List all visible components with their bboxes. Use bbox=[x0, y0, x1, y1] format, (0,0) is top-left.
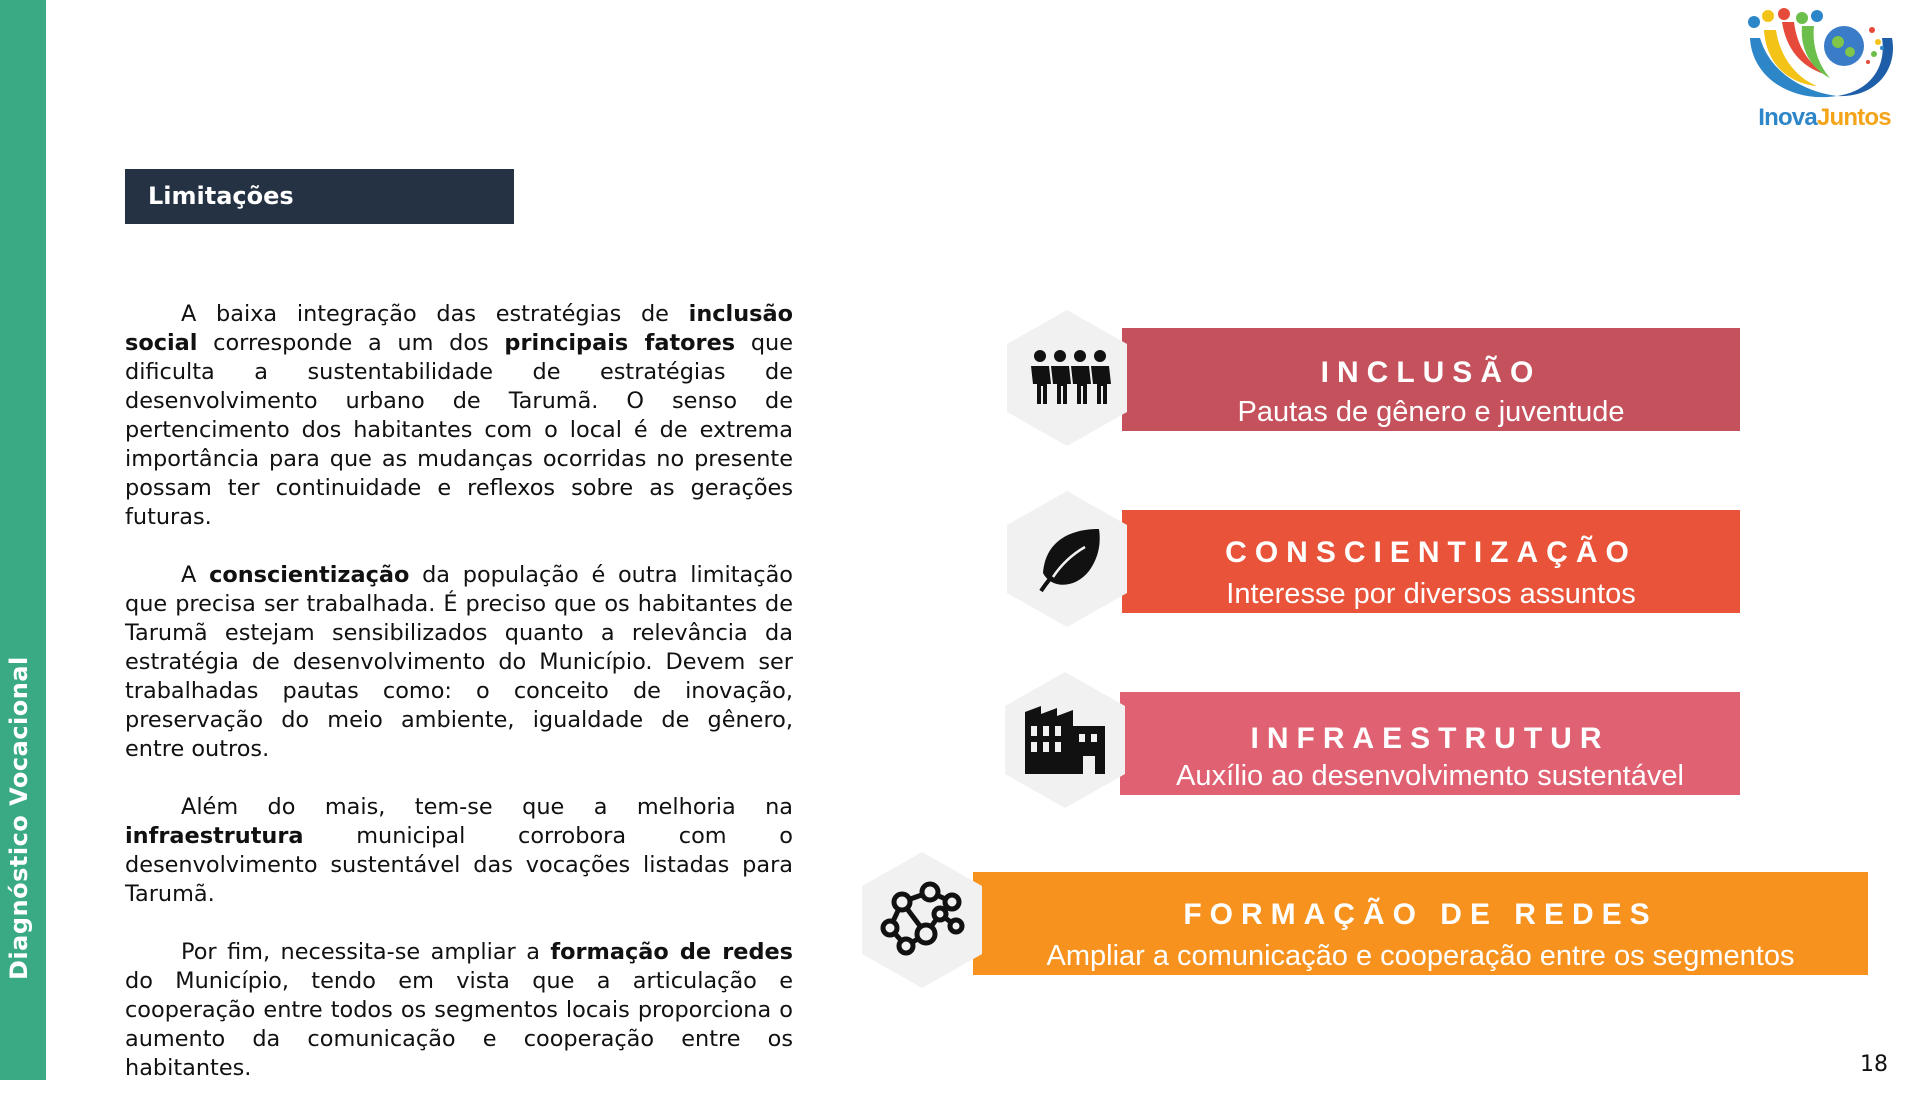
hexagon-badge bbox=[1005, 489, 1129, 629]
card-title: FORMAÇÃO DE REDES bbox=[1183, 898, 1658, 931]
card-title: INCLUSÃO bbox=[1320, 356, 1542, 389]
page-number: 18 bbox=[1860, 1052, 1888, 1077]
side-bar bbox=[0, 0, 46, 1080]
card-inclusao-band bbox=[1122, 328, 1740, 431]
card-conscientizacao bbox=[1005, 489, 1745, 629]
logo-graphic bbox=[1742, 8, 1907, 108]
card-infraestrutura-band bbox=[1120, 692, 1740, 795]
hexagon-badge bbox=[860, 850, 984, 990]
card-conscientizacao-band bbox=[1122, 510, 1740, 613]
card-subtitle: Interesse por diversos assuntos bbox=[1226, 578, 1636, 610]
card-subtitle: Auxílio ao desenvolvimento sustentável bbox=[1176, 760, 1684, 792]
paragraph-inclusao: A baixa integração das estratégias de inclusão social corresponde a um dos principais fatores que dificulta a sustentabilidade de estratégias de desenvolvimento urbano de Tarumã. O senso de pertencimento dos habitantes com o local é de extrema importância para que as mudanças ocorridas no presente possam ter continuidade e reflexos sobre as gerações futuras. bbox=[125, 301, 793, 530]
paragraph-formacao-redes: Por fim, necessita-se ampliar a formação de redes do Município, tendo em vista que a articulação e cooperação entre todos os segmentos locais proporciona o aumento da comunicação e cooperação entre os habitantes. bbox=[125, 939, 793, 1081]
hexagon-badge bbox=[1005, 308, 1129, 448]
card-formacao-redes bbox=[860, 850, 1870, 990]
logo-wordmark: InovaJuntos bbox=[1758, 104, 1891, 131]
card-subtitle: Ampliar a comunicação e cooperação entre os segmentos bbox=[1046, 940, 1795, 972]
paragraph-infraestrutura: Além do mais, tem-se que a melhoria na infraestrutura municipal corrobora com o desenvolvimento sustentável das vocações listadas para Tarumã. bbox=[125, 794, 793, 907]
card-title: INFRAESTRUTUR bbox=[1250, 722, 1610, 755]
card-infraestrutura bbox=[1003, 670, 1743, 810]
section-title: Limitações bbox=[125, 169, 514, 224]
side-title: Diagnóstico Vocacional bbox=[5, 656, 33, 980]
inova-juntos-logo bbox=[1742, 8, 1907, 138]
card-formacao-redes-band bbox=[973, 872, 1868, 975]
card-inclusao bbox=[1005, 308, 1745, 448]
paragraph-conscientizacao: A conscientização da população é outra limitação que precisa ser trabalhada. É preciso que os habitantes de Tarumã estejam sensibilizados quanto a relevância da estratégia de desenvolvimento do Município. Devem ser trabalhadas pautas como: o conceito de inovação, preservação do meio ambiente, igualdade de gênero, entre outros. bbox=[125, 562, 793, 762]
body-text bbox=[125, 300, 793, 1112]
card-subtitle: Pautas de gênero e juventude bbox=[1237, 396, 1625, 428]
card-title: CONSCIENTIZAÇÃO bbox=[1225, 536, 1637, 569]
hexagon-badge bbox=[1003, 670, 1127, 810]
